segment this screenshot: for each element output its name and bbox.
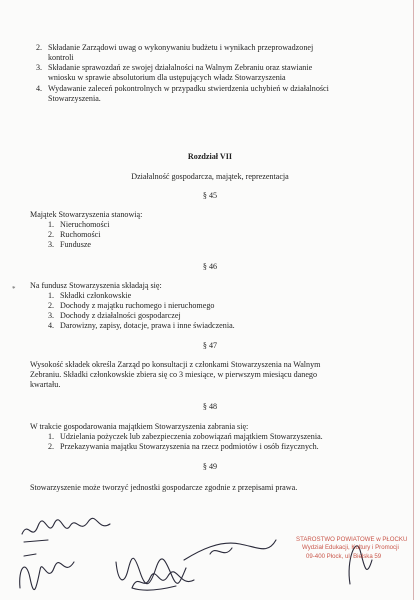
signature-2: [14, 548, 84, 594]
section-46-item-1: 1. Składki członkowskie: [48, 291, 132, 300]
stamp-line-2: Wydział Edukacji, Kultury i Promocji: [302, 544, 399, 552]
section-48-heading: § 48: [202, 402, 218, 411]
section-48-item-2: 2. Przekazywania majątku Stowarzyszenia na rzecz podmiotów i osób fizycznych.: [48, 442, 319, 451]
section-47-line-3: kwartału.: [30, 380, 61, 389]
chapter-title: Rozdział VII: [187, 152, 233, 161]
list-item-3-cont: wniosku w sprawie absolutorium dla ustępujących władz Stowarzyszenia: [48, 73, 286, 82]
section-46-heading: § 46: [202, 262, 218, 271]
section-47-line-2: Zebraniu. Składki członkowskie zbiera się co 3 miesiące, w pierwszym miesiącu danego: [30, 370, 318, 379]
section-45-item-1: 1. Nieruchomości: [48, 220, 110, 229]
page-edge-line: [413, 0, 414, 600]
stamp-line-1: STAROSTWO POWIATOWE w PŁOCKU: [296, 536, 408, 543]
section-45-intro: Majątek Stowarzyszenia stanowią:: [30, 210, 143, 219]
signature-5: [128, 566, 198, 596]
list-item-4-cont: Stowarzyszenia.: [48, 94, 101, 103]
official-stamp: [296, 536, 416, 588]
section-46-item-3: 3. Dochody z działalności gospodarczej: [48, 311, 181, 320]
section-46-item-2: 2. Dochody z majątku ruchomego i nieruchomego: [48, 301, 215, 310]
section-45-item-2: 2. Ruchomości: [48, 230, 101, 239]
chapter-subtitle: Działalność gospodarcza, majątek, reprezentacja: [131, 172, 289, 181]
stamp-line-3: 09-400 Płock, ul. Bielska 59: [306, 552, 382, 560]
margin-mark: *: [12, 285, 16, 293]
section-46-item-4: 4. Darowizny, zapisy, dotacje, prawa i inne świadczenia.: [48, 321, 235, 330]
section-49-text: Stowarzyszenie może tworzyć jednostki gospodarcze zgodnie z przepisami prawa.: [30, 483, 298, 492]
section-47-line-1: Wysokość składek określa Zarząd po konsultacji z członkami Stowarzyszenia na Walnym: [30, 360, 321, 369]
section-46-intro: Na fundusz Stowarzyszenia składają się:: [30, 281, 162, 290]
section-47-heading: § 47: [202, 341, 218, 350]
list-item-3: 3. Składanie sprawozdań ze swojej działalności na Walnym Zebraniu oraz stawianie: [36, 63, 313, 72]
section-49-heading: § 49: [202, 462, 218, 471]
section-45-heading: § 45: [202, 191, 218, 200]
signature-4: [180, 530, 280, 570]
list-item-4: 4. Wydawanie zaleceń pokontrolnych w przypadku stwierdzenia uchybień w działalności: [36, 84, 329, 93]
list-item-2-cont: kontroli: [48, 53, 74, 62]
section-45-item-3: 3. Fundusze: [48, 240, 92, 249]
list-item-2: 2. Składanie Zarządowi uwag o wykonywaniu budżetu i wynikach przeprowadzonej: [36, 43, 314, 52]
signature-1: [18, 512, 118, 548]
section-48-item-1: 1. Udzielania pożyczek lub zabezpieczenia zobowiązań majątkiem Stowarzyszenia.: [48, 432, 323, 441]
section-48-intro: W trakcie gospodarowania majątkiem Stowarzyszenia zabrania się:: [30, 422, 249, 431]
